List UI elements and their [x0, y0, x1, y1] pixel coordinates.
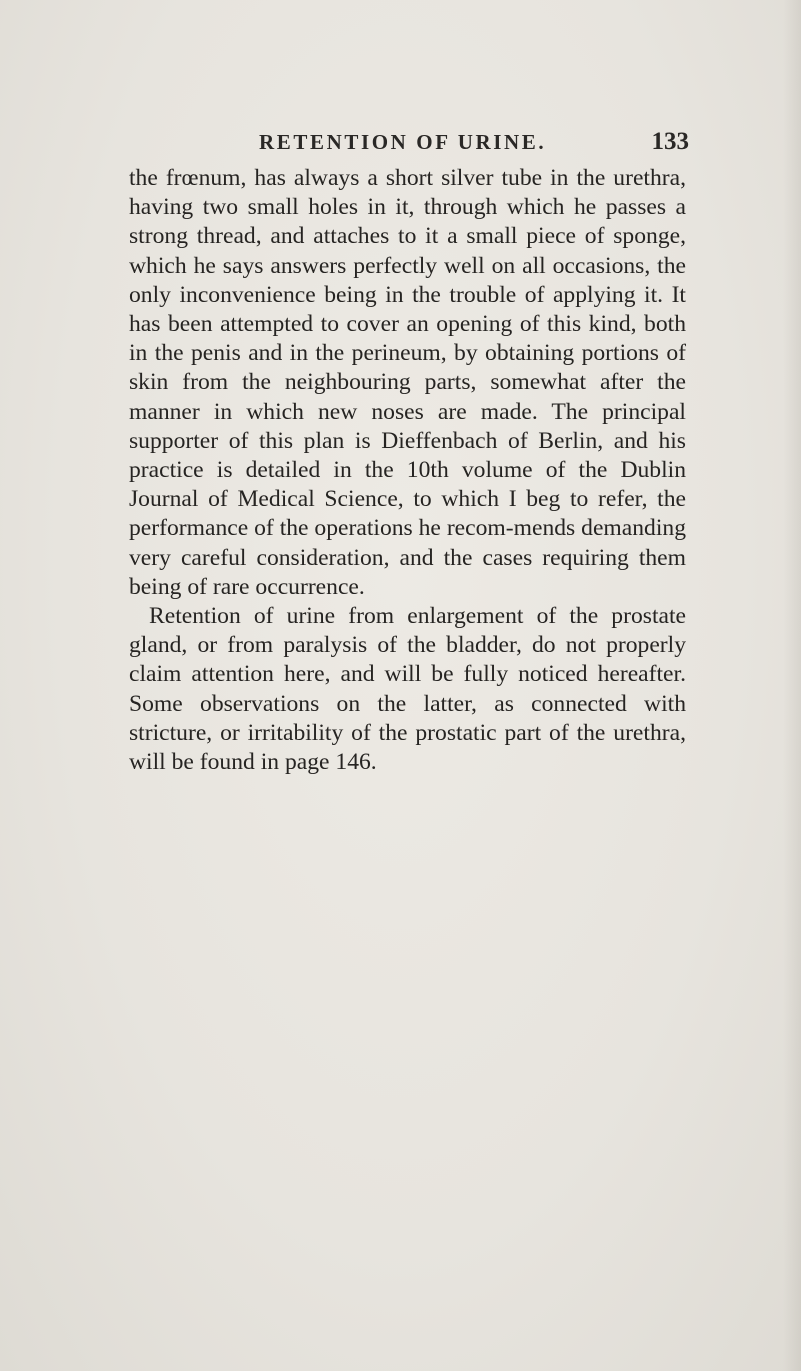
paragraph-continued: the frœnum, has always a short silver tube in the urethra, having two small holes in it, through which he passes a strong thread, and attaches to it a small piece of sponge, which he says answers perfectly well on all occasions, the only inconvenience being in the trouble of applying it. It has been attempted to cover an opening of this kind, both in the penis and in the perineum, by obtaining portions of skin from the neighbouring parts, somewhat after the manner in which new noses are made. The principal supporter of this plan is Dieffenbach of Berlin, and his practice is detailed in the 10th volume of the Dublin Journal of Medical Science, to which I beg to refer, the performance of the operations he recom-mends demanding very careful consideration, and the cases requiring them being of rare occurrence.: [129, 165, 686, 600]
running-title: RETENTION OF URINE.: [259, 130, 547, 154]
running-head: [259, 128, 689, 164]
page-number: 133: [651, 128, 689, 155]
paragraph-retention: Retention of urine from enlargement of the prostate gland, or from paralysis of the bladder, do not properly claim attention here, and will be fully noticed hereafter. Some observations on the latter, as connected with stricture, or irritability of the prostatic part of the urethra, will be found in page 146.: [129, 603, 686, 776]
page-edge-shadow: [783, 0, 801, 1371]
body-text: [129, 164, 686, 777]
